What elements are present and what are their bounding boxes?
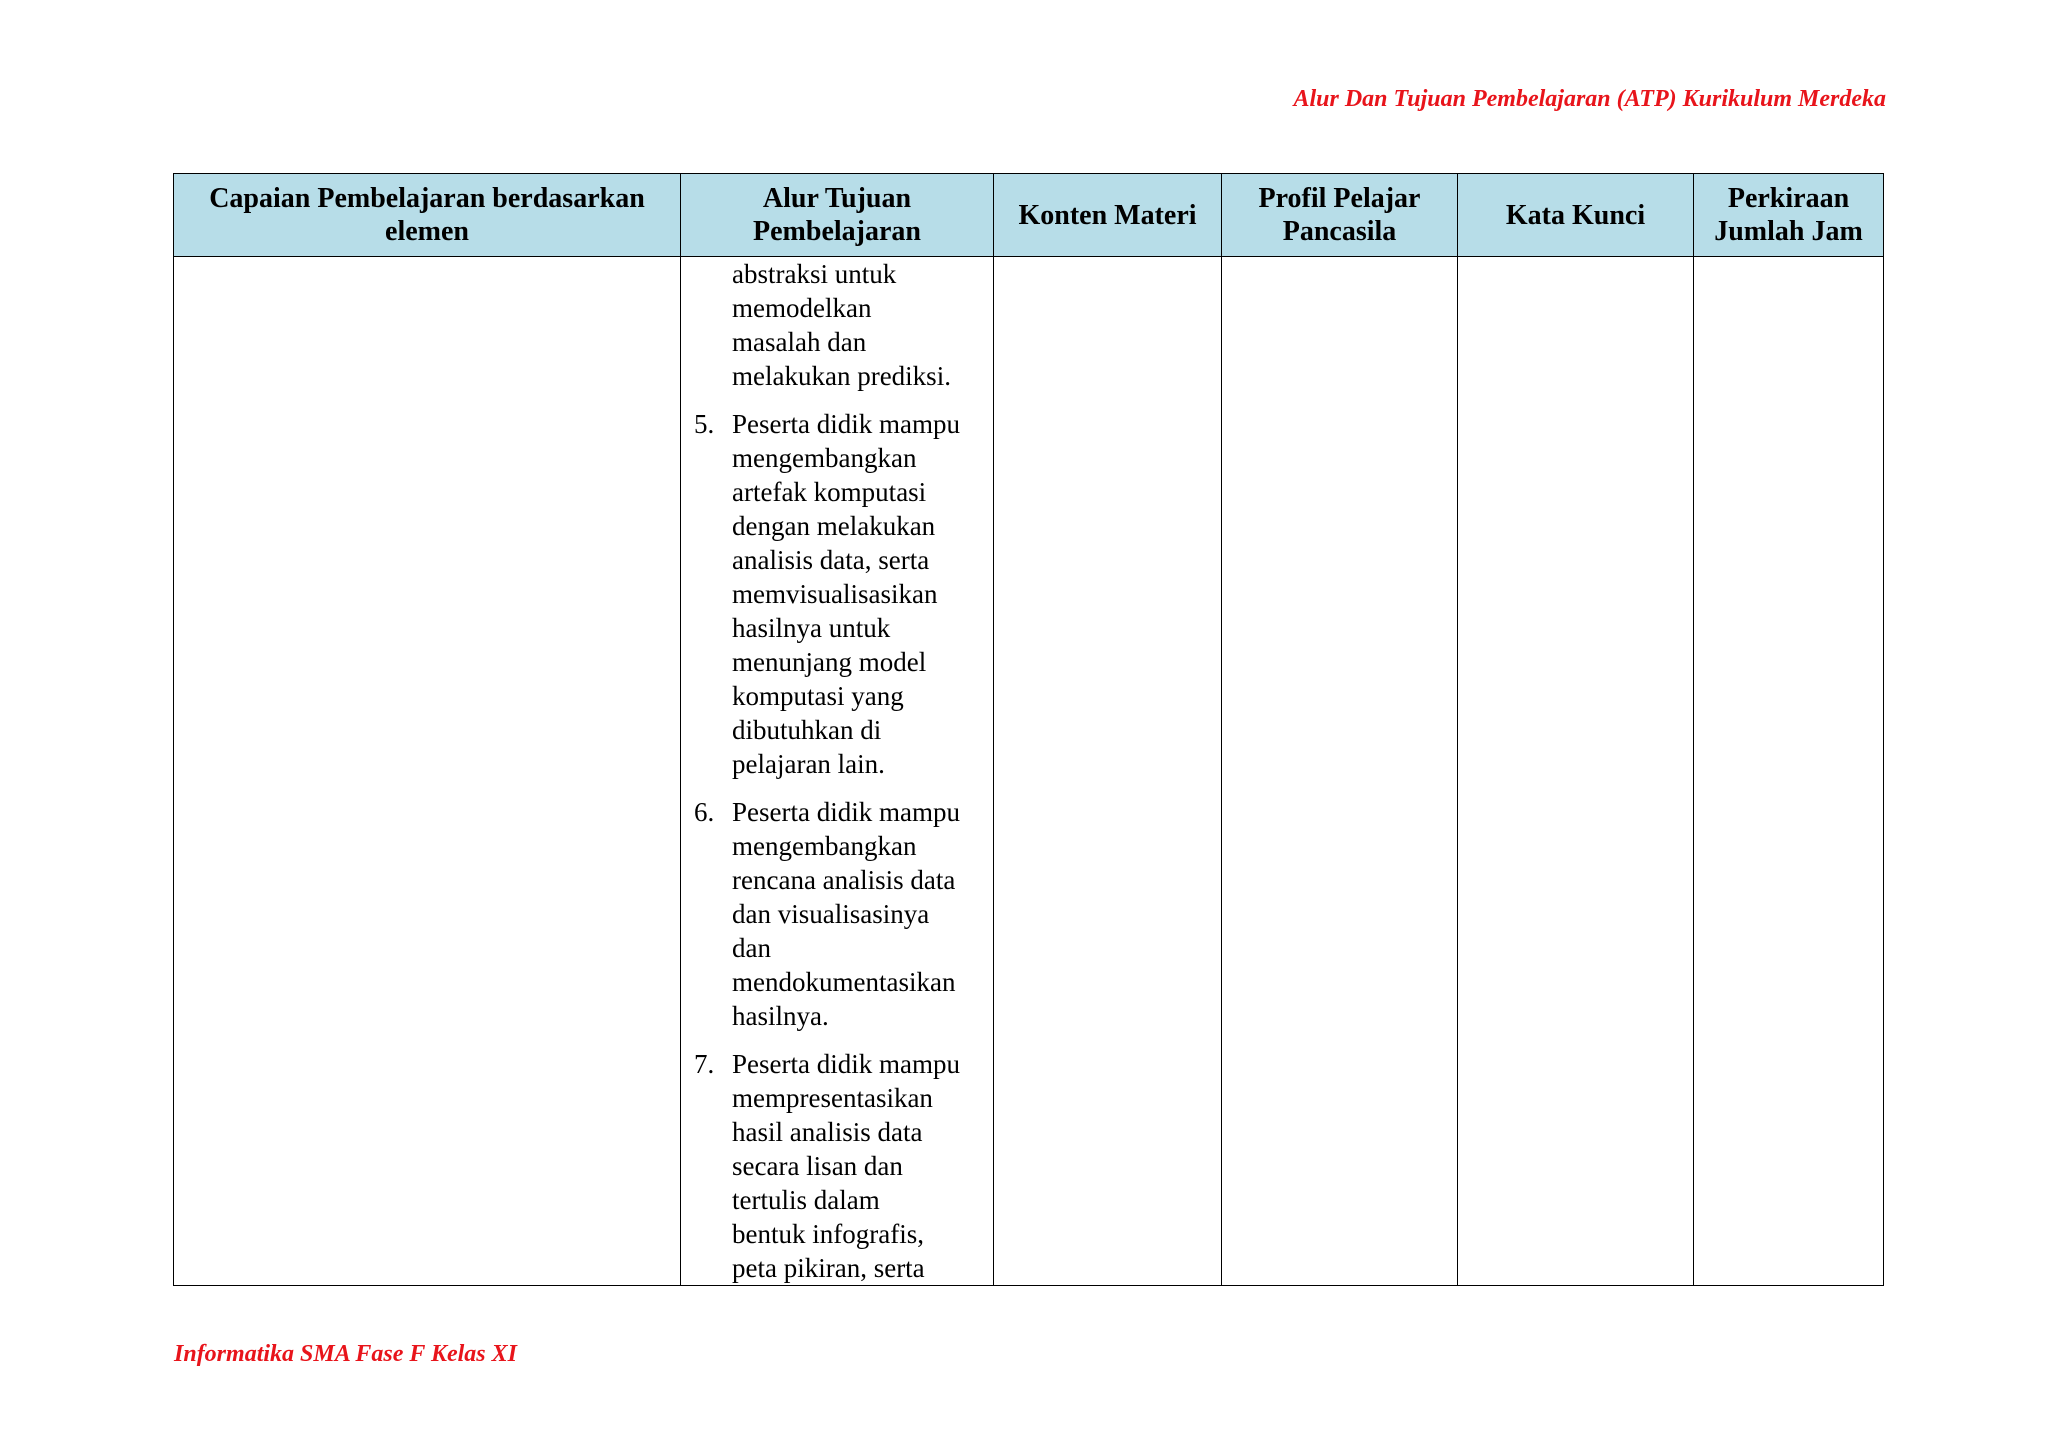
header-konten-materi: Konten Materi (994, 174, 1222, 257)
header-kata-kunci: Kata Kunci (1458, 174, 1694, 257)
page-header: Alur Dan Tujuan Pembelajaran (ATP) Kurikulum Merdeka (1293, 86, 1886, 112)
list-item (694, 1047, 983, 1285)
table-header-row (174, 174, 1884, 257)
cell-konten-materi (994, 257, 1222, 1286)
list-item-number: 5. (694, 409, 715, 439)
header-profil-pelajar: Profil Pelajar Pancasila (1222, 174, 1458, 257)
atp-list (681, 257, 993, 1285)
header-capaian: Capaian Pembelajaran berdasarkan elemen (174, 174, 681, 257)
list-item-number: 6. (694, 797, 715, 827)
list-item-text: Peserta didik mampu mengembangkan rencana analisis data dan visualisasinya dan mendokumentasikan hasilnya. (732, 797, 960, 1031)
table-row (174, 257, 1884, 1286)
page-footer: Informatika SMA Fase F Kelas XI (174, 1341, 517, 1367)
list-item (694, 795, 983, 1033)
header-alur-tujuan: Alur Tujuan Pembelajaran (681, 174, 994, 257)
list-item-number: 7. (694, 1049, 715, 1079)
list-item (694, 407, 983, 781)
atp-table (173, 173, 1884, 1286)
header-jumlah-jam: Perkiraan Jumlah Jam (1694, 174, 1884, 257)
list-item-text: Peserta didik mampu mengembangkan artefak komputasi dengan melakukan analisis data, serta memvisualisasikan hasilnya untuk menunjang model komputasi yang dibutuhkan di pelajaran lain. (732, 409, 960, 779)
cell-capaian (174, 257, 681, 1286)
cell-alur-tujuan (681, 257, 994, 1286)
atp-continuation-text: abstraksi untuk memodelkan masalah dan melakukan prediksi. (732, 259, 951, 391)
cell-profil-pelajar (1222, 257, 1458, 1286)
cell-jumlah-jam (1694, 257, 1884, 1286)
list-item-text: Peserta didik mampu mempresentasikan hasil analisis data secara lisan dan tertulis dalam bentuk infografis, peta pikiran, serta (732, 1049, 960, 1283)
cell-kata-kunci (1458, 257, 1694, 1286)
